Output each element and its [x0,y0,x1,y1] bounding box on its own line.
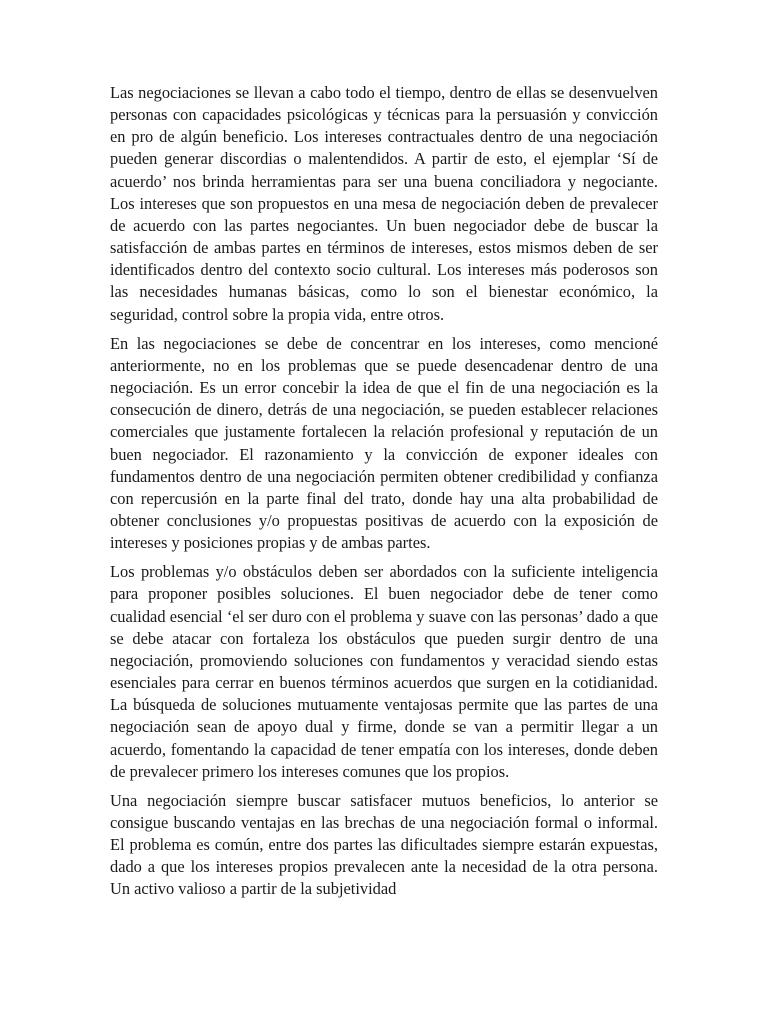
paragraph-3: Los problemas y/o obstáculos deben ser abordados con la suficiente inteligencia para proponer posibles soluciones. El buen negociador debe de tener como cualidad esencial ‘el ser duro con el problema y suave con las personas’ dado a que se debe atacar con fortaleza los obstáculos que pueden surgir dentro de una negociación, promoviendo soluciones con fundamentos y veracidad siendo estas esenciales para cerrar en buenos términos acuerdos que surgen en la cotidianidad. La búsqueda de soluciones mutuamente ventajosas permite que las partes de una negociación sean de apoyo dual y firme, donde se van a permitir llegar a un acuerdo, fomentando la capacidad de tener empatía con los intereses, donde deben de prevalecer primero los intereses comunes que los propios. [110,562,658,781]
paragraph-4: Una negociación siempre buscar satisfacer mutuos beneficios, lo anterior se consigue buscando ventajas en las brechas de una negociación formal o informal. El problema es común, entre dos partes las dificultades siempre estarán expuestas, dado a que los intereses propios prevalecen ante la necesidad de la otra persona. Un activo valioso a partir de la subjetividad [110,790,658,899]
paragraph-2: En las negociaciones se debe de concentrar en los intereses, como mencioné anteriormente, no en los problemas que se puede desencadenar dentro de una negociación. Es un error concebir la idea de que el fin de una negociación es la consecución de dinero, detrás de una negociación, se pueden establecer relaciones comerciales que justamente fortalecen la relación profesional y reputación de un buen negociador. El razonamiento y la convicción de exponer ideales con fundamentos dentro de una negociación permiten obtener credibilidad y confianza con repercusión en la parte final del trato, donde hay una alta probabilidad de obtener conclusiones y/o propuestas positivas de acuerdo con la exposición de intereses y posiciones propias y de ambas partes. [110,333,658,553]
paragraph-1: Las negociaciones se llevan a cabo todo el tiempo, dentro de ellas se desenvuelven personas con capacidades psicológicas y técnicas para la persuasión y convicción en pro de algún beneficio. Los intereses contractuales dentro de una negociación pueden generar discordias o malentendidos. A partir de esto, el ejemplar ‘Sí de acuerdo’ nos brinda herramientas para ser una buena conciliadora y negociante. Los intereses que son propuestos en una mesa de negociación deben de prevalecer de acuerdo con las partes negociantes. Un buen negociador debe de buscar la satisfacción de ambas partes en términos de intereses, estos mismos deben de ser identificados dentro del contexto socio cultural. Los intereses más poderosos son las necesidades humanas básicas, como lo son el bienestar económico, la seguridad, control sobre la propia vida, entre otros. [110,83,658,324]
